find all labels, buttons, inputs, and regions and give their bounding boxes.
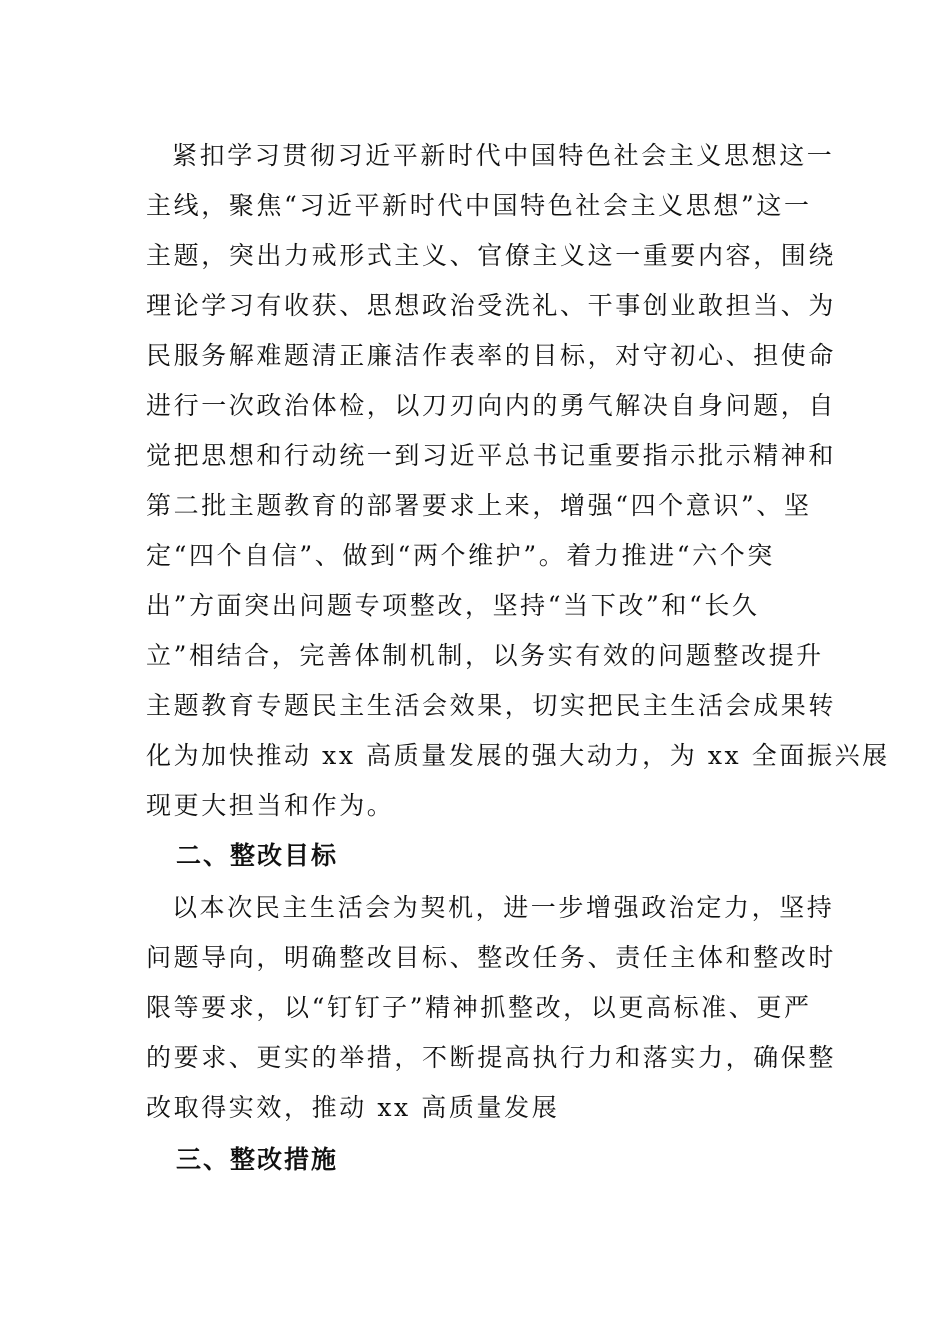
paragraph-2-line-2: 问题导向，明确整改目标、整改任务、责任主体和整改时 — [146, 943, 837, 972]
paragraph-1-line-11: 立”相结合，完善体制机制，以务实有效的问题整改提升 — [146, 641, 824, 670]
paragraph-1-line-8: 第二批主题教育的部署要求上来，增强“四个意识”、坚 — [146, 491, 812, 520]
paragraph-1-line-12: 主题教育专题民主生活会效果，切实把民主生活会成果转 — [146, 691, 837, 720]
paragraph-1-line-4: 理论学习有收获、思想政治受洗礼、干事创业敢担当、为 — [146, 291, 837, 320]
paragraph-1-line-2: 主线，聚焦“习近平新时代中国特色社会主义思想”这一 — [146, 191, 812, 220]
paragraph-2-line-3: 限等要求，以“钉钉子”精神抓整改，以更高标准、更严 — [146, 993, 812, 1022]
paragraph-1-line-13: 化为加快推动 xx 高质量发展的强大动力，为 xx 全面振兴展 — [146, 741, 890, 770]
paragraph-1-line-10: 出”方面突出问题专项整改，坚持“当下改”和“长久 — [146, 591, 760, 620]
paragraph-1-line-1: 紧扣学习贯彻习近平新时代中国特色社会主义思想这一 — [172, 141, 835, 170]
paragraph-2-line-4: 的要求、更实的举措，不断提高执行力和落实力，确保整 — [146, 1043, 837, 1072]
paragraph-1-line-5: 民服务解难题清正廉洁作表率的目标，对守初心、担使命 — [146, 341, 837, 370]
section-heading-measures: 三、整改措施 — [176, 1145, 339, 1174]
paragraph-2-line-1: 以本次民主生活会为契机，进一步增强政治定力，坚持 — [172, 893, 835, 922]
paragraph-1-line-7: 觉把思想和行动统一到习近平总书记重要指示批示精神和 — [146, 441, 837, 470]
paragraph-1-line-3: 主题，突出力戒形式主义、官僚主义这一重要内容，围绕 — [146, 241, 837, 270]
paragraph-1-line-9: 定“四个自信”、做到“两个维护”。着力推进“六个突 — [146, 541, 775, 570]
section-heading-targets: 二、整改目标 — [176, 841, 339, 870]
paragraph-1-line-6: 进行一次政治体检，以刀刃向内的勇气解决自身问题，自 — [146, 391, 837, 420]
paragraph-2-line-5: 改取得实效，推动 xx 高质量发展 — [146, 1093, 560, 1122]
paragraph-1-line-14: 现更大担当和作为。 — [146, 791, 395, 820]
